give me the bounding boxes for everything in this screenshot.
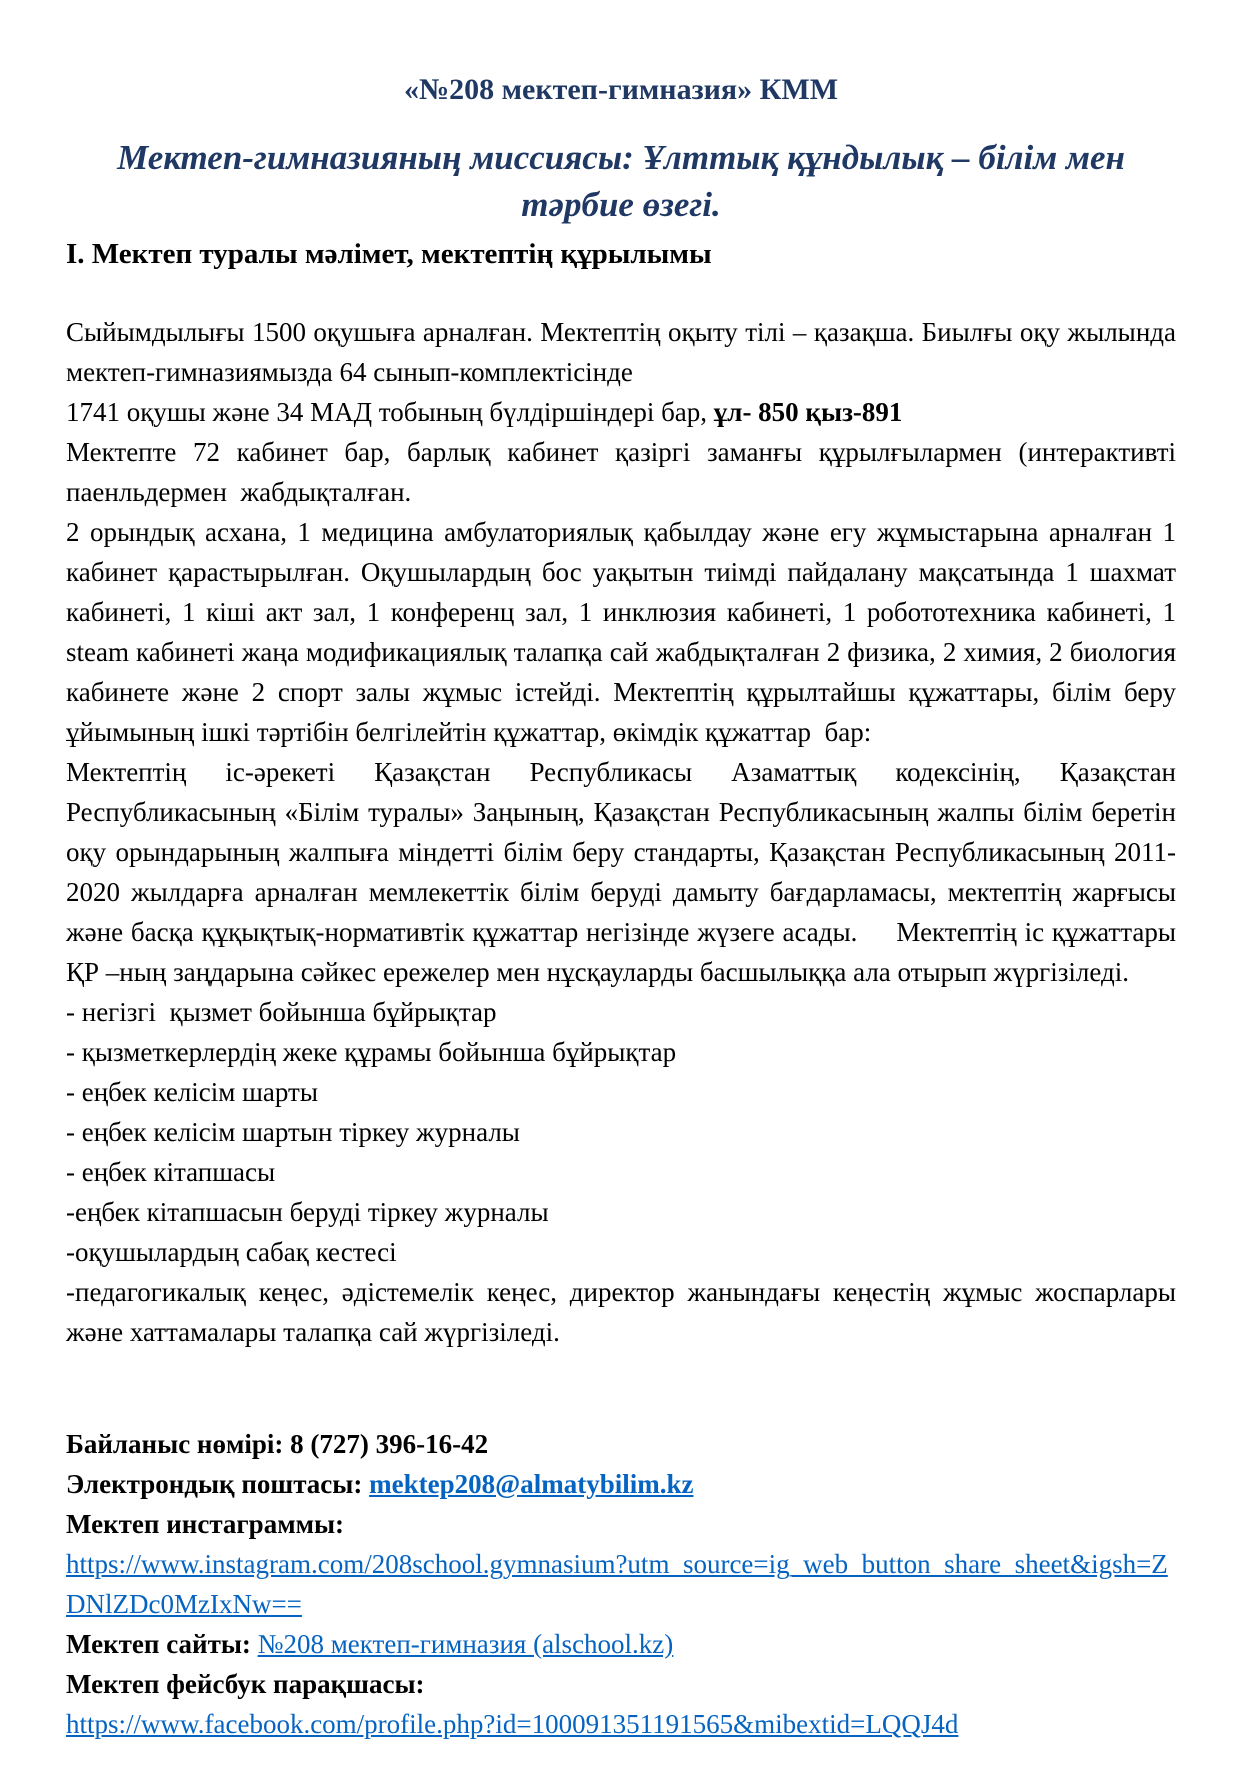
facebook-label: Мектеп фейсбук парақшасы:	[66, 1669, 425, 1699]
list-item-schedule: -оқушылардың сабақ кестесі	[66, 1237, 397, 1267]
phone-line	[66, 1424, 1176, 1464]
contacts-section	[66, 1424, 1176, 1744]
list-item-contract-journal: - еңбек келісім шартын тіркеу журналы	[66, 1117, 520, 1147]
document-title: «№208 мектеп-гимназия» КММ	[403, 73, 839, 106]
list-item-labor-contract: - еңбек келісім шарты	[66, 1077, 318, 1107]
paragraph-legal: Мектептің іс-әрекеті Қазақстан Республикасы Азаматтық кодексінің, Қазақстан Республикасының «Білім туралы» Заңының, Қазақстан Республикасының жалпы білім беретін оқу орындарының жалпыға міндетті білім беру стандарты, Қазақстан Республикасының 2011-2020 жылдарға арналған мемлекеттік білім беруді дамыту бағдарламасы, мектептің жарғысы және басқа құқықтық-нормативтік құжаттар негізінде жүзеге асады. Мектептің іс құжаттары ҚР –ның заңдарына сәйкес ережелер мен нұсқауларды басшылыққа ала отырып жүргізіледі.	[66, 757, 1176, 987]
site-line	[66, 1624, 1176, 1664]
facebook-link-line	[66, 1704, 1176, 1744]
list-item-workbook: - еңбек кітапшасы	[66, 1157, 276, 1187]
paragraph-facilities: 2 орындық асхана, 1 медицина амбулаториялық қабылдау және егу жұмыстарына арналған 1 кабинет қарастырылған. Оқушылардың бос уақытын тиімді пайдалану мақсатында 1 шахмат кабинеті, 1 кіші акт зал, 1 конференц зал, 1 инклюзия кабинеті, 1 робототехника кабинеті, 1 steam кабинеті жаңа модификациялық талапқа сай жабдықталған 2 физика, 2 химия, 2 биология кабинете және 2 спорт залы жұмыс істейді. Мектептің құрылтайшы құжаттары, білім беру ұйымының ішкі тәртібін белгілейтін құжаттар, өкімдік құжаттар бар:	[66, 517, 1176, 747]
list-item-workbook-journal: -еңбек кітапшасын беруді тіркеу журналы	[66, 1197, 549, 1227]
facebook-label-line	[66, 1664, 1176, 1704]
section-heading: I. Мектеп туралы мәлімет, мектептің құрылымы	[66, 238, 712, 270]
email-link[interactable]: mektep208@almatybilim.kz	[369, 1469, 694, 1499]
email-label: Электрондық поштасы:	[66, 1469, 363, 1499]
mission-statement: Мектеп-гимназияның миссиясы: Ұлттық құндылық – білім мен тәрбие өзегі.	[117, 138, 1125, 224]
instagram-label: Мектеп инстаграммы:	[66, 1509, 345, 1539]
phone-label: Байланыс нөмірі:	[66, 1429, 284, 1459]
instagram-link-line	[66, 1544, 1176, 1624]
facebook-link[interactable]: https://www.facebook.com/profile.php?id=100091351191565&mibextid=LQQJ4d	[66, 1709, 959, 1739]
phone-number: 8 (727) 396-16-42	[290, 1429, 489, 1459]
students-count-text: 1741 оқушы және 34 МАД тобының бүлдіршіндері бар,	[66, 397, 714, 427]
list-item-orders-staff: - қызметкерлердің жеке құрамы бойынша бұйрықтар	[66, 1037, 677, 1067]
paragraph-students	[66, 392, 1176, 432]
instagram-label-line	[66, 1504, 1176, 1544]
email-line	[66, 1464, 1176, 1504]
site-label: Мектеп сайты:	[66, 1629, 251, 1659]
list-item-councils: -педагогикалық кеңес, әдістемелік кеңес, директор жанындағы кеңестің жұмыс жоспарлары және хаттамалары талапқа сай жүргізіледі.	[66, 1277, 1176, 1347]
instagram-link[interactable]: https://www.instagram.com/208school.gymnasium?utm_source=ig_web_button_share_sheet&igsh=ZDNlZDc0MzIxNw==	[66, 1549, 1168, 1619]
site-link[interactable]: №208 мектеп-гимназия (alschool.kz)	[257, 1629, 674, 1659]
document-body	[66, 312, 1176, 1352]
paragraph-capacity: Сыйымдылығы 1500 оқушыға арналған. Мектептің оқыту тілі – қазақша. Биылғы оқу жылында мектеп-гимназиямызда 64 сынып-комплектісінде	[66, 317, 1176, 387]
students-gender-count: ұл- 850 қыз-891	[713, 397, 903, 427]
list-item-orders-main: - негізгі қызмет бойынша бұйрықтар	[66, 997, 497, 1027]
paragraph-cabinets: Мектепте 72 кабинет бар, барлық кабинет қазіргі заманғы құрылғылармен (интерактивті паенльдермен жабдықталған.	[66, 437, 1176, 507]
